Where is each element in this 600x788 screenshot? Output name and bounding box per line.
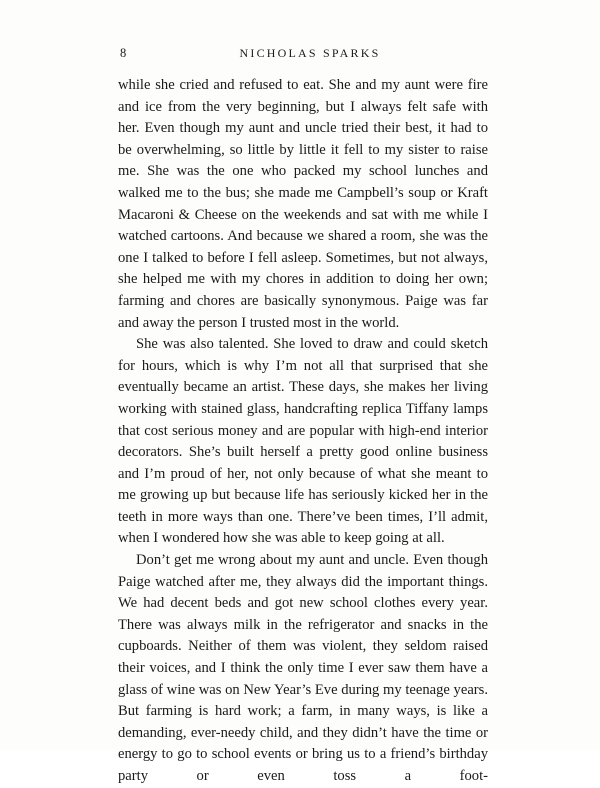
page-number: 8 <box>120 46 127 60</box>
running-head-author: NICHOLAS SPARKS <box>239 46 381 60</box>
paragraph-2: She was also talented. She loved to draw and could sketch for hours, which is why I’m not all that surprised that she eventually became an artist. These days, she makes her living working with stained glass, handcrafting replica Tiffany lamps that cost serious money and are popular with high-end interior decorators. She’s built herself a pretty good online business and I’m proud of her, not only because of what she meant to me growing up but because life has seriously kicked her in the teeth in more ways than one. There’ve been times, I’ll admit, when I wondered how she was able to keep going at all. <box>118 336 488 547</box>
body-text <box>118 75 488 788</box>
running-head <box>120 46 500 66</box>
paragraph-3: Don’t get me wrong about my aunt and uncle. Even though Paige watched after me, they always did the important things. We had decent beds and got new school clothes every year. There was always milk in the refrigerator and snacks in the cupboards. Neither of them was violent, they seldom raised their voices, and I think the only time I ever saw them have a glass of wine was on New Year’s Eve during my teenage years. But farming is hard work; a farm, in many ways, is like a demanding, ever-needy child, and they didn’t have the time or energy to go to school events or bring us to a friend’s birthday party or even toss a foot- <box>118 552 488 784</box>
paragraph-1: while she cried and refused to eat. She and my aunt were fire and ice from the very beginning, but I always felt safe with her. Even though my aunt and uncle tried their best, it had to be overwhelming, so little by little it fell to my sister to raise me. She was the one who packed my school lunches and walked me to the bus; she made me Campbell’s soup or Kraft Macaroni & Cheese on the weekends and sat with me while I watched cartoons. And because we shared a room, she was the one I talked to before I fell asleep. Sometimes, but not always, she helped me with my chores in addition to doing her own; farming and chores are basically synonymous. Paige was far and away the person I trusted most in the world. <box>118 77 488 331</box>
